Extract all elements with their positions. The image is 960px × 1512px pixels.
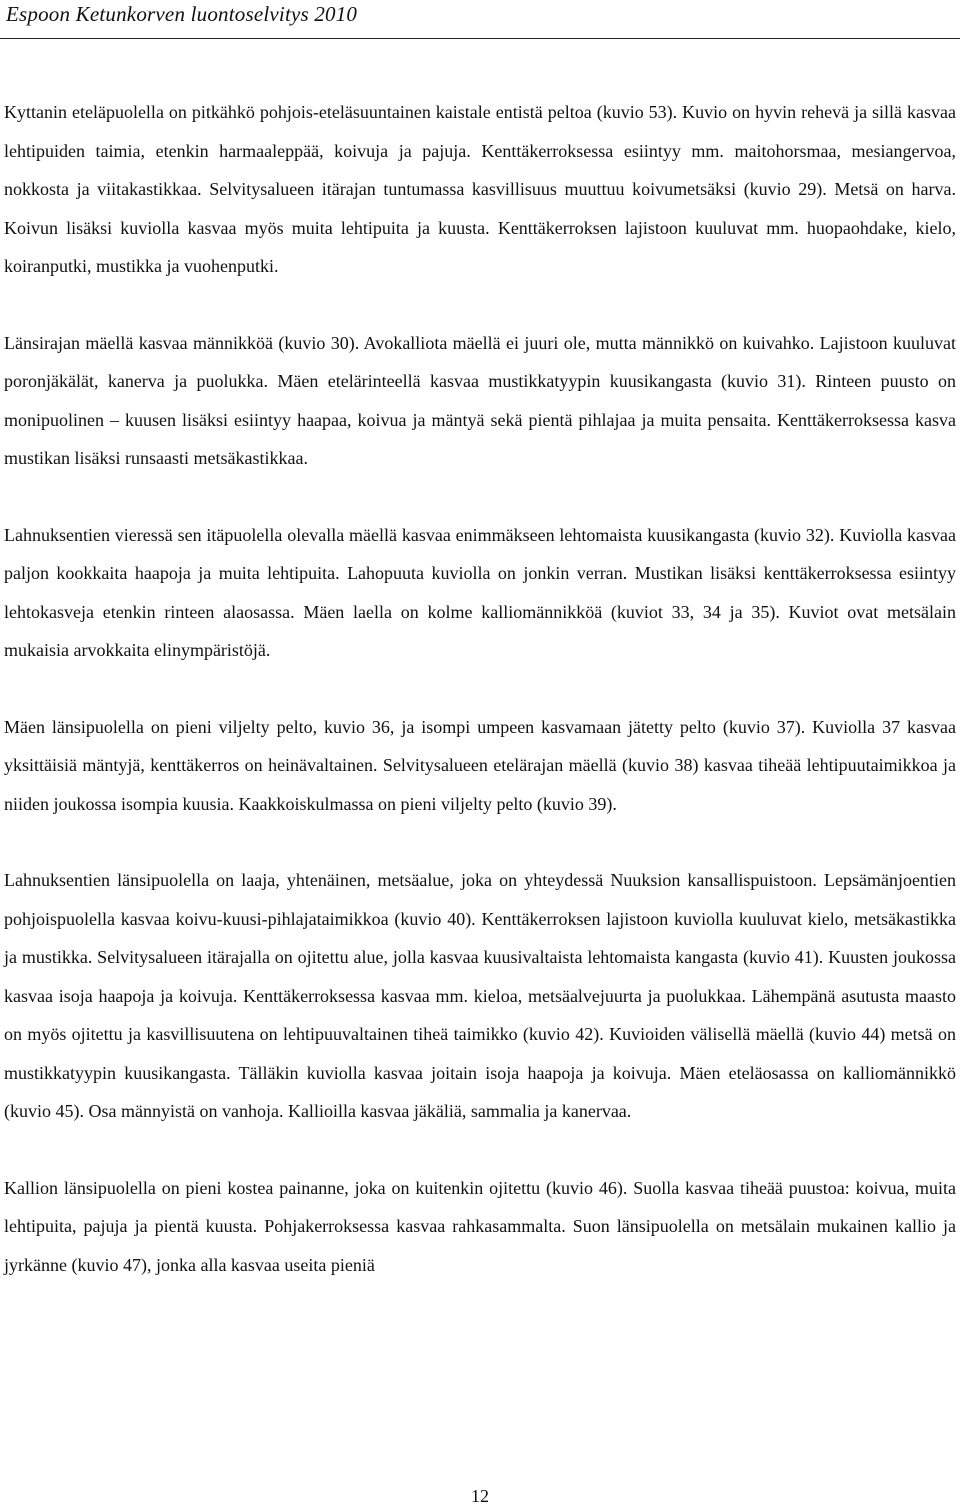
paragraph: Länsirajan mäellä kasvaa männikköä (kuvio 30). Avokalliota mäellä ei juuri ole, mutta männikkö on kuivahko. Lajistoon kuuluvat poronjäkälät, kanerva ja puolukka. Mäen etelärinteellä kasvaa mustikkatyypin kuusikangasta (kuvio 31). Rinteen puusto on monipuolinen – kuusen lisäksi esiintyy haapaa, koivua ja mäntyä sekä pientä pihlajaa ja muita pensaita. Kenttäkerroksessa kasva mustikan lisäksi runsaasti metsäkastikkaa. xyxy=(4,332,956,468)
document-body xyxy=(4,93,956,1322)
page-header: Espoon Ketunkorven luontoselvitys 2010 xyxy=(6,2,358,26)
paragraph: Kallion länsipuolella on pieni kostea painanne, joka on kuitenkin ojitettu (kuvio 46). Suolla kasvaa tiheää puustoa: koivua, muita lehtipuita, pajuja ja pientä kuusta. Pohjakerroksessa kasvaa rahkasammalta. Suon länsipuolella on metsälain mukainen kallio ja jyrkänne (kuvio 47), jonka alla kasvaa useita pieniä xyxy=(4,1177,956,1275)
page-number: 12 xyxy=(471,1486,489,1506)
paragraph: Lahnuksentien vieressä sen itäpuolella olevalla mäellä kasvaa enimmäkseen lehtomaista kuusikangasta (kuvio 32). Kuviolla kasvaa paljon kookkaita haapoja ja muita lehtipuita. Lahopuuta kuviolla on jonkin verran. Mustikan lisäksi kenttäkerroksessa esiintyy lehtokasveja etenkin rinteen alaosassa. Mäen laella on kolme kalliomännikköä (kuviot 33, 34 ja 35). Kuviot ovat metsälain mukaisia arvokkaita elinympäristöjä. xyxy=(4,524,956,660)
paragraph: Lahnuksentien länsipuolella on laaja, yhtenäinen, metsäalue, joka on yhteydessä Nuuksion kansallispuistoon. Lepsämänjoentien pohjoispuolella kasvaa koivu-kuusi-pihlajataimikkoa (kuvio 40). Kenttäkerroksen lajistoon kuviolla kuuluvat kielo, metsäkastikka ja mustikka. Selvitysalueen itärajalla on ojitettu alue, jolla kasvaa kuusivaltaista lehtomaista kangasta (kuvio 41). Kuusten joukossa kasvaa isoja haapoja ja koivuja. Kenttäkerroksessa kasvaa mm. kieloa, metsäalvejuurta ja puolukkaa. Lähempänä asutusta maasto on myös ojitettu ja kasvillisuutena on lehtipuuvaltainen tiheä taimikko (kuvio 42). Kuvioiden välisellä mäellä (kuvio 44) metsä on mustikkatyypin kuusikangasta. Tälläkin kuviolla kasvaa joitain isoja haapoja ja koivuja. Mäen eteläosassa on kalliomännikkö (kuvio 45). Osa männyistä on vanhoja. Kallioilla kasvaa jäkäliä, sammalia ja kanervaa. xyxy=(4,870,956,1121)
paragraph: Mäen länsipuolella on pieni viljelty pelto, kuvio 36, ja isompi umpeen kasvamaan jätetty pelto (kuvio 37). Kuviolla 37 kasvaa yksittäisiä mäntyjä, kenttäkerros on heinävaltainen. Selvitysalueen etelärajan mäellä (kuvio 38) kasvaa tiheää lehtipuutaimikkoa ja niiden joukossa isompia kuusia. Kaakkoiskulmassa on pieni viljelty pelto (kuvio 39). xyxy=(4,716,956,814)
header-divider xyxy=(0,38,960,39)
paragraph: Kyttanin eteläpuolella on pitkähkö pohjois-eteläsuuntainen kaistale entistä peltoa (kuvio 53). Kuvio on hyvin rehevä ja sillä kasvaa lehtipuiden taimia, etenkin harmaaleppää, koivuja ja pajuja. Kenttäkerroksessa esiintyy mm. maitohorsmaa, mesiangervoa, nokkosta ja viitakastikkaa. Selvitysalueen itärajan tuntumassa kasvillisuus muuttuu koivumetsäksi (kuvio 29). Metsä on harva. Koivun lisäksi kuviolla kasvaa myös muita lehtipuita ja kuusta. Kenttäkerroksen lajistoon kuuluvat mm. huopaohdake, kielo, koiranputki, mustikka ja vuohenputki. xyxy=(4,102,956,276)
